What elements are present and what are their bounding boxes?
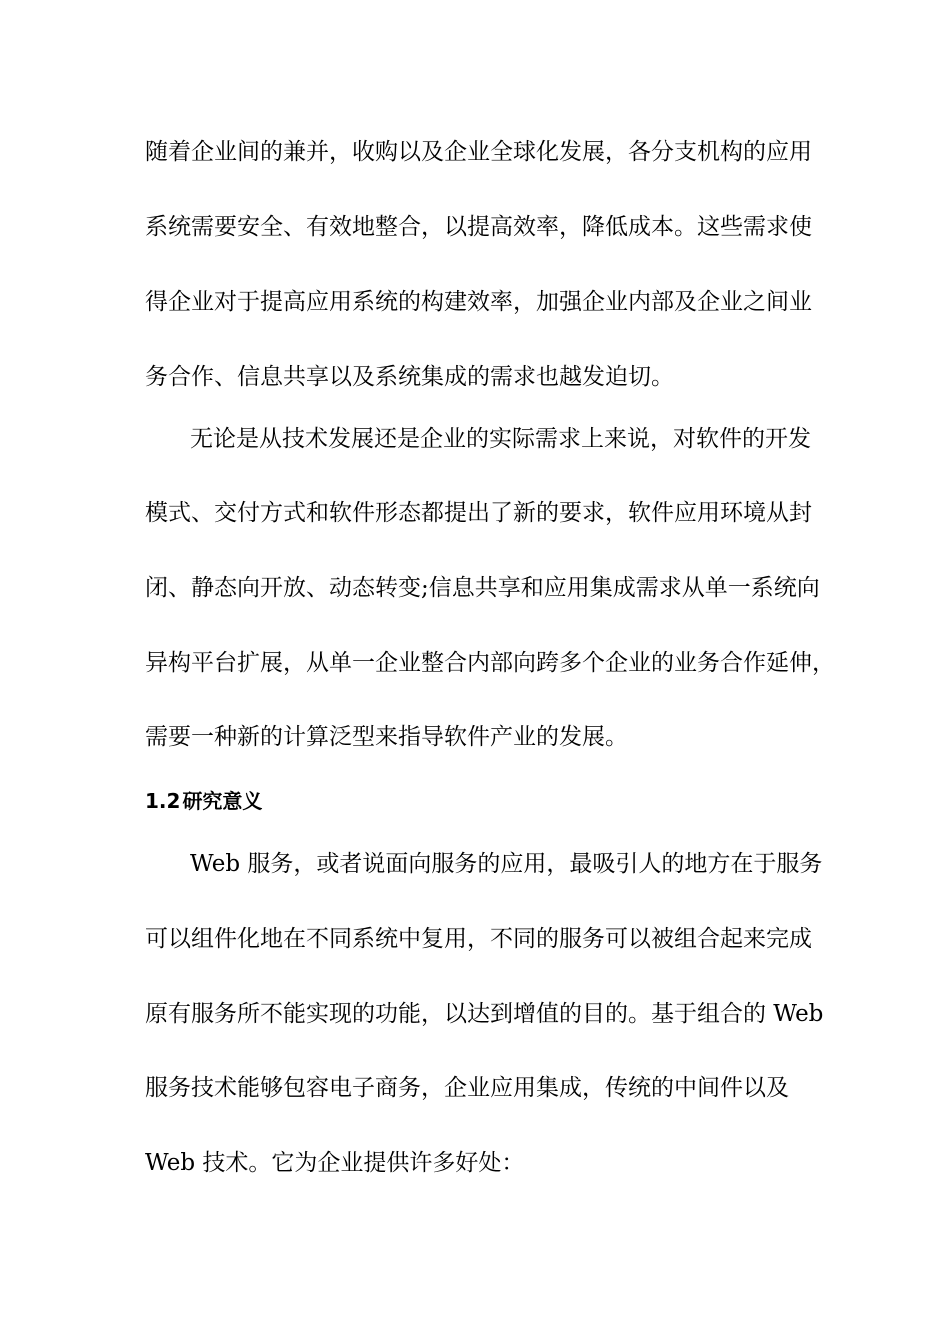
paragraph-2-line-3: 闭、静态向开放、动态转变;信息共享和应用集成需求从单一系统向	[145, 575, 820, 601]
paragraph-1-line-1: 随着企业间的兼并，收购以及企业全球化发展，各分支机构的应用	[145, 139, 812, 165]
section-heading	[145, 786, 262, 816]
paragraph-1-line-3: 得企业对于提高应用系统的构建效率，加强企业内部及企业之间业	[145, 289, 812, 315]
section-number: 1.2	[145, 789, 181, 813]
paragraph-2-line-2: 模式、交付方式和软件形态都提出了新的要求，软件应用环境从封	[145, 500, 812, 526]
section-title: 研究意义	[182, 789, 263, 813]
paragraph-3-line-2: 可以组件化地在不同系统中复用，不同的服务可以被组合起来完成	[145, 926, 812, 952]
paragraph-2-line-1: 无论是从技术发展还是企业的实际需求上来说，对软件的开发	[190, 426, 811, 452]
paragraph-2-line-5: 需要一种新的计算泛型来指导软件产业的发展。	[145, 724, 628, 750]
paragraph-3-line-5: Web 技术。它为企业提供许多好处：	[145, 1150, 525, 1176]
paragraph-3-line-1: Web 服务，或者说面向服务的应用，最吸引人的地方在于服务	[190, 851, 823, 877]
paragraph-1-line-4: 务合作、信息共享以及系统集成的需求也越发迫切。	[145, 364, 674, 390]
paragraph-3-line-3: 原有服务所不能实现的功能，以达到增值的目的。基于组合的 Web	[145, 1001, 824, 1027]
paragraph-1-line-2: 系统需要安全、有效地整合，以提高效率，降低成本。这些需求使	[145, 214, 812, 240]
paragraph-2-line-4: 异构平台扩展，从单一企业整合内部向跨多个企业的业务合作延伸，	[145, 650, 835, 676]
paragraph-3-line-4: 服务技术能够包容电子商务，企业应用集成，传统的中间件以及	[145, 1075, 789, 1101]
